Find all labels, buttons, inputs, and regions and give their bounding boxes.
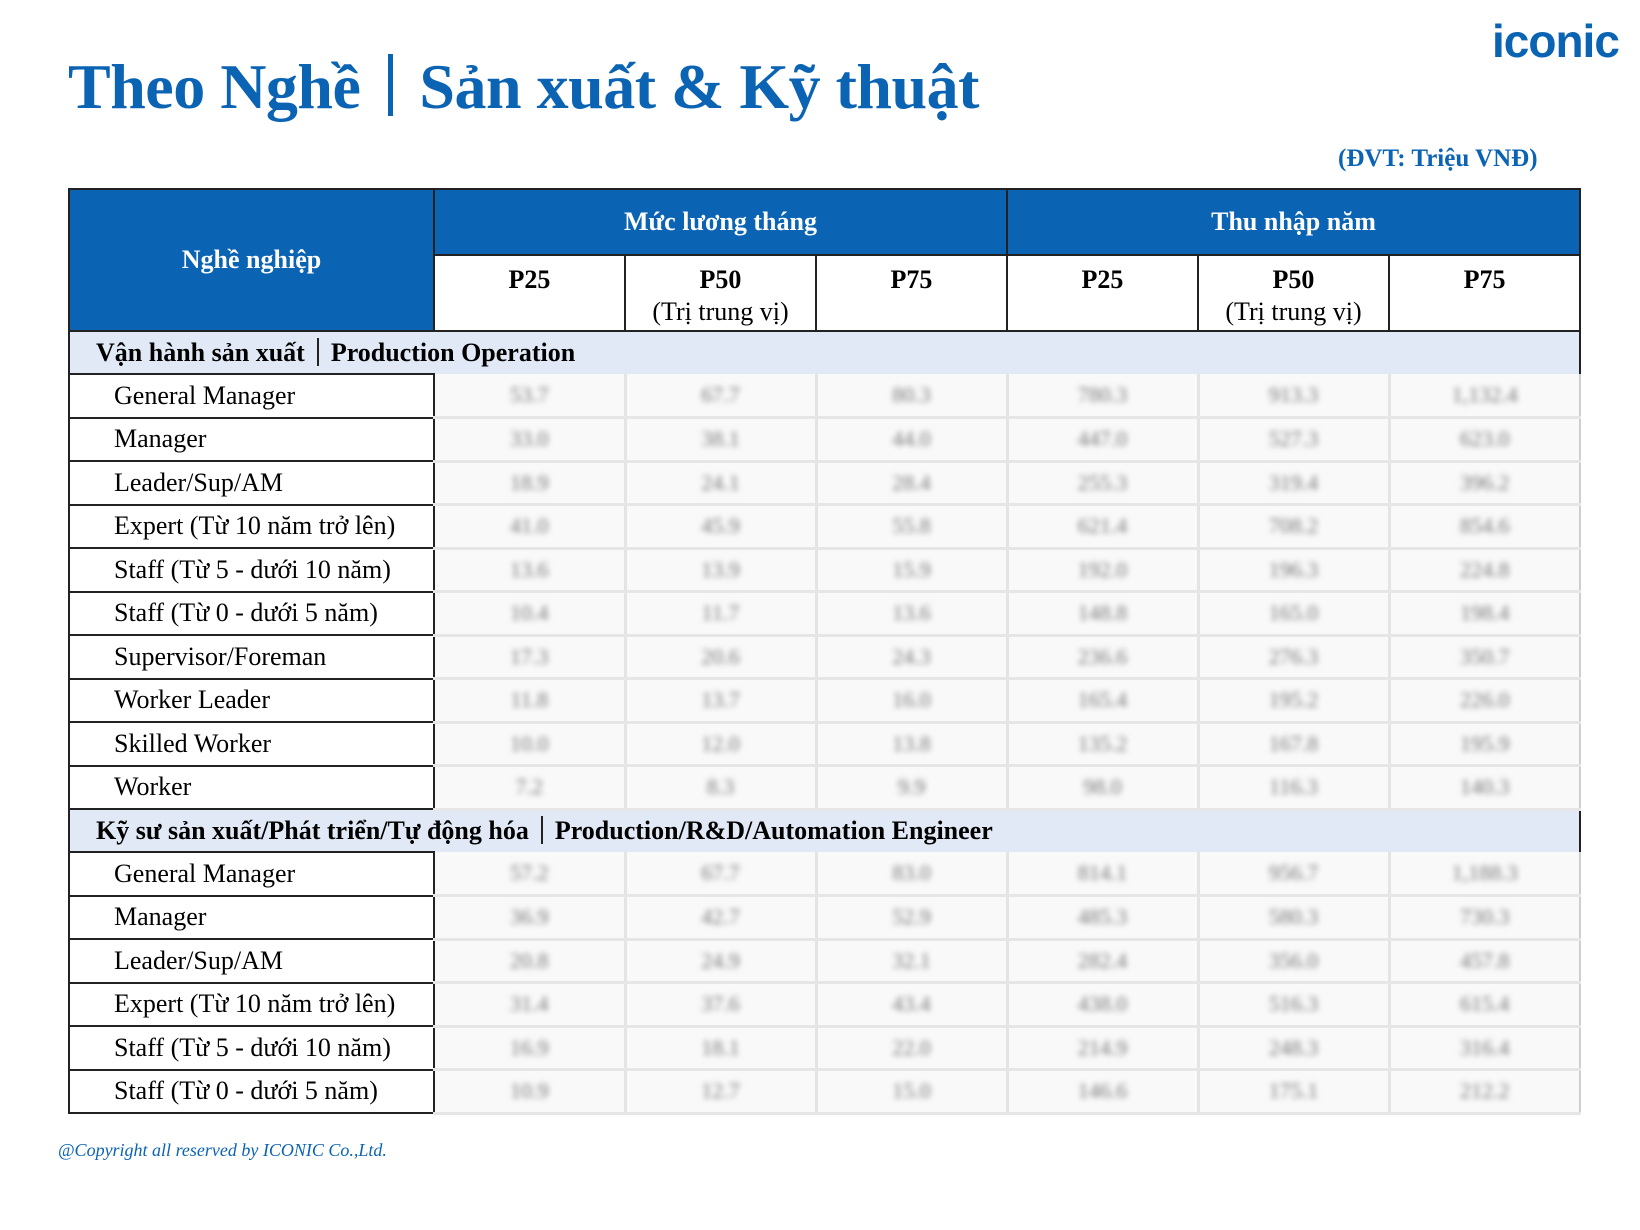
blurred-value-cell bbox=[1198, 592, 1389, 636]
blurred-value-cell bbox=[434, 766, 625, 810]
blurred-value-cell bbox=[1198, 722, 1389, 766]
value-text: 165.0 bbox=[1268, 600, 1319, 626]
blurred-value-cell bbox=[434, 679, 625, 723]
section-header-row bbox=[69, 809, 1580, 852]
value-text: 55.8 bbox=[892, 513, 931, 539]
blurred-value-cell bbox=[1007, 939, 1198, 983]
value-text: 13.9 bbox=[701, 556, 740, 582]
blurred-value-cell bbox=[434, 461, 625, 505]
value-text: 16.0 bbox=[892, 687, 931, 713]
value-text: 165.4 bbox=[1077, 687, 1128, 713]
subheader-annual-p75: P75 bbox=[1389, 255, 1580, 331]
blurred-value-cell bbox=[1389, 679, 1580, 723]
blurred-value-cell bbox=[816, 679, 1007, 723]
table-body bbox=[69, 331, 1580, 1113]
subheader-monthly-p75: P75 bbox=[816, 255, 1007, 331]
value-text: 730.3 bbox=[1460, 904, 1510, 930]
blurred-value-cell bbox=[1198, 983, 1389, 1027]
blurred-value-cell bbox=[434, 852, 625, 896]
value-text: 17.3 bbox=[510, 643, 549, 669]
title-right: Sản xuất & Kỹ thuật bbox=[419, 51, 979, 122]
blurred-value-cell bbox=[1389, 505, 1580, 549]
blurred-value-cell bbox=[1198, 852, 1389, 896]
value-text: 31.4 bbox=[510, 991, 549, 1017]
blurred-value-cell bbox=[1198, 374, 1389, 418]
blurred-value-cell bbox=[1389, 852, 1580, 896]
table-row bbox=[69, 635, 1580, 679]
occupation-name: Staff (Từ 0 - dưới 5 năm) bbox=[69, 1070, 434, 1114]
value-text: 38.1 bbox=[701, 426, 740, 452]
value-text: 12.7 bbox=[701, 1078, 740, 1104]
value-text: 52.9 bbox=[892, 904, 931, 930]
blurred-value-cell bbox=[1389, 1026, 1580, 1070]
value-text: 33.0 bbox=[510, 426, 549, 452]
blurred-value-cell bbox=[1007, 896, 1198, 940]
value-text: 28.4 bbox=[892, 469, 931, 495]
occupation-name: Manager bbox=[69, 896, 434, 940]
value-text: 192.0 bbox=[1077, 556, 1128, 582]
blurred-value-cell bbox=[625, 766, 816, 810]
blurred-value-cell bbox=[1007, 418, 1198, 462]
blurred-value-cell bbox=[1198, 1070, 1389, 1114]
value-text: 67.7 bbox=[701, 382, 740, 407]
section-label-en: Production/R&D/Automation Engineer bbox=[554, 815, 993, 845]
blurred-value-cell bbox=[1007, 1026, 1198, 1070]
blurred-value-cell bbox=[1389, 1070, 1580, 1114]
section-header bbox=[69, 331, 1580, 374]
blurred-value-cell bbox=[1007, 679, 1198, 723]
occupation-name: Manager bbox=[69, 418, 434, 462]
blurred-value-cell bbox=[816, 939, 1007, 983]
value-text: 196.3 bbox=[1268, 556, 1319, 582]
blurred-value-cell bbox=[1007, 374, 1198, 418]
blurred-value-cell bbox=[1007, 592, 1198, 636]
value-text: 41.0 bbox=[510, 513, 549, 539]
value-text: 146.6 bbox=[1077, 1078, 1128, 1104]
value-text: 43.4 bbox=[892, 991, 931, 1017]
blurred-value-cell bbox=[816, 505, 1007, 549]
table-row bbox=[69, 592, 1580, 636]
blurred-value-cell bbox=[1389, 766, 1580, 810]
blurred-value-cell bbox=[1389, 722, 1580, 766]
table-row bbox=[69, 461, 1580, 505]
blurred-value-cell bbox=[1007, 983, 1198, 1027]
value-text: 13.6 bbox=[510, 556, 549, 582]
blurred-value-cell bbox=[1198, 418, 1389, 462]
blurred-value-cell bbox=[434, 592, 625, 636]
blurred-value-cell bbox=[434, 635, 625, 679]
value-text: 67.7 bbox=[701, 860, 740, 885]
value-text: 195.2 bbox=[1268, 687, 1319, 713]
value-text: 148.8 bbox=[1077, 600, 1128, 626]
value-text: 224.8 bbox=[1460, 556, 1510, 582]
section-header bbox=[69, 809, 1580, 852]
subheader-annual-p50: P50 (Trị trung vị) bbox=[1198, 255, 1389, 331]
table-row bbox=[69, 896, 1580, 940]
blurred-value-cell bbox=[1389, 592, 1580, 636]
occupation-name: Worker bbox=[69, 766, 434, 810]
value-text: 175.1 bbox=[1268, 1078, 1319, 1104]
blurred-value-cell bbox=[625, 374, 816, 418]
value-text: 98.0 bbox=[1083, 774, 1122, 800]
value-text: 53.7 bbox=[510, 382, 549, 407]
value-text: 195.9 bbox=[1460, 730, 1510, 756]
blurred-value-cell bbox=[1007, 722, 1198, 766]
unit-label: (ĐVT: Triệu VNĐ) bbox=[1338, 145, 1538, 172]
occupation-name: Leader/Sup/AM bbox=[69, 939, 434, 983]
blurred-value-cell bbox=[1007, 505, 1198, 549]
occupation-name: Worker Leader bbox=[69, 679, 434, 723]
value-text: 11.8 bbox=[510, 687, 549, 713]
table-row bbox=[69, 418, 1580, 462]
value-text: 236.6 bbox=[1077, 643, 1128, 669]
blurred-value-cell bbox=[816, 1026, 1007, 1070]
blurred-value-cell bbox=[816, 548, 1007, 592]
table-row bbox=[69, 766, 1580, 810]
subheader-annual-p25: P25 bbox=[1007, 255, 1198, 331]
blurred-value-cell bbox=[1198, 505, 1389, 549]
section-label-en: Production Operation bbox=[330, 337, 576, 367]
section-label-vi: Kỹ sư sản xuất/Phát triển/Tự động hóa bbox=[96, 815, 529, 845]
value-text: 16.9 bbox=[510, 1034, 549, 1060]
value-text: 10.4 bbox=[510, 600, 549, 626]
value-text: 198.4 bbox=[1460, 600, 1510, 626]
value-text: 316.4 bbox=[1460, 1034, 1510, 1060]
value-text: 396.2 bbox=[1460, 469, 1510, 495]
blurred-value-cell bbox=[1007, 635, 1198, 679]
blurred-value-cell bbox=[625, 635, 816, 679]
blurred-value-cell bbox=[1198, 461, 1389, 505]
table-row bbox=[69, 505, 1580, 549]
page-title bbox=[68, 50, 979, 124]
occupation-name: General Manager bbox=[69, 374, 434, 418]
blurred-value-cell bbox=[816, 1070, 1007, 1114]
value-text: 57.2 bbox=[510, 860, 549, 885]
iconic-logo: iconic bbox=[1492, 15, 1619, 67]
blurred-value-cell bbox=[625, 592, 816, 636]
blurred-value-cell bbox=[816, 766, 1007, 810]
blurred-value-cell bbox=[434, 548, 625, 592]
table-row bbox=[69, 722, 1580, 766]
value-text: 10.9 bbox=[510, 1078, 549, 1104]
value-text: 140.3 bbox=[1460, 774, 1510, 800]
value-text: 18.1 bbox=[701, 1034, 740, 1060]
group-header-monthly: Mức lương tháng bbox=[434, 189, 1007, 255]
blurred-value-cell bbox=[816, 852, 1007, 896]
value-text: 13.6 bbox=[892, 600, 931, 626]
value-text: 212.2 bbox=[1460, 1078, 1510, 1104]
blurred-value-cell bbox=[1198, 939, 1389, 983]
blurred-value-cell bbox=[434, 1070, 625, 1114]
value-text: 167.8 bbox=[1268, 730, 1319, 756]
value-text: 44.0 bbox=[892, 426, 931, 452]
blurred-value-cell bbox=[625, 852, 816, 896]
value-text: 438.0 bbox=[1077, 991, 1128, 1017]
value-text: 24.3 bbox=[892, 643, 931, 669]
value-text: 45.9 bbox=[701, 513, 740, 539]
value-text: 276.3 bbox=[1268, 643, 1319, 669]
value-text: 708.2 bbox=[1268, 513, 1319, 539]
copyright-footer: @Copyright all reserved by ICONIC Co.,Ltd. bbox=[58, 1140, 387, 1160]
value-text: 1,132.4 bbox=[1451, 382, 1518, 407]
occupation-name: Expert (Từ 10 năm trở lên) bbox=[69, 983, 434, 1027]
blurred-value-cell bbox=[816, 896, 1007, 940]
value-text: 814.1 bbox=[1077, 860, 1128, 885]
value-text: 356.0 bbox=[1268, 947, 1319, 973]
blurred-value-cell bbox=[625, 418, 816, 462]
blurred-value-cell bbox=[816, 635, 1007, 679]
blurred-value-cell bbox=[1389, 635, 1580, 679]
table-row bbox=[69, 852, 1580, 896]
occupation-name: General Manager bbox=[69, 852, 434, 896]
value-text: 13.8 bbox=[892, 730, 931, 756]
title-left: Theo Nghề bbox=[68, 51, 361, 122]
value-text: 135.2 bbox=[1077, 730, 1128, 756]
blurred-value-cell bbox=[625, 896, 816, 940]
table-row bbox=[69, 983, 1580, 1027]
blurred-value-cell bbox=[1007, 852, 1198, 896]
value-text: 18.9 bbox=[510, 469, 549, 495]
value-text: 913.3 bbox=[1268, 382, 1319, 407]
blurred-value-cell bbox=[816, 722, 1007, 766]
value-text: 24.9 bbox=[701, 947, 740, 973]
section-separator bbox=[541, 816, 543, 844]
blurred-value-cell bbox=[625, 1070, 816, 1114]
blurred-value-cell bbox=[1198, 548, 1389, 592]
value-text: 22.0 bbox=[892, 1034, 931, 1060]
value-text: 956.7 bbox=[1268, 860, 1319, 885]
value-text: 527.3 bbox=[1268, 426, 1319, 452]
occupation-name: Supervisor/Foreman bbox=[69, 635, 434, 679]
value-text: 248.3 bbox=[1268, 1034, 1319, 1060]
blurred-value-cell bbox=[1198, 896, 1389, 940]
subheader-monthly-p25: P25 bbox=[434, 255, 625, 331]
value-text: 80.3 bbox=[892, 382, 931, 407]
blurred-value-cell bbox=[625, 461, 816, 505]
value-text: 15.9 bbox=[892, 556, 931, 582]
blurred-value-cell bbox=[1198, 635, 1389, 679]
value-text: 7.2 bbox=[515, 774, 543, 800]
blurred-value-cell bbox=[1389, 461, 1580, 505]
occupation-name: Expert (Từ 10 năm trở lên) bbox=[69, 505, 434, 549]
blurred-value-cell bbox=[1198, 766, 1389, 810]
value-text: 12.0 bbox=[701, 730, 740, 756]
occupation-name: Staff (Từ 0 - dưới 5 năm) bbox=[69, 592, 434, 636]
value-text: 350.7 bbox=[1460, 643, 1510, 669]
occupation-name: Staff (Từ 5 - dưới 10 năm) bbox=[69, 1026, 434, 1070]
table-row bbox=[69, 1070, 1580, 1114]
value-text: 10.0 bbox=[510, 730, 549, 756]
table-row bbox=[69, 679, 1580, 723]
value-text: 11.7 bbox=[701, 600, 740, 626]
blurred-value-cell bbox=[1389, 896, 1580, 940]
blurred-value-cell bbox=[625, 983, 816, 1027]
value-text: 13.7 bbox=[701, 687, 740, 713]
occupation-header: Nghề nghiệp bbox=[69, 189, 434, 331]
value-text: 24.1 bbox=[701, 469, 740, 495]
blurred-value-cell bbox=[625, 548, 816, 592]
blurred-value-cell bbox=[625, 722, 816, 766]
blurred-value-cell bbox=[434, 896, 625, 940]
value-text: 32.1 bbox=[892, 947, 931, 973]
section-label-vi: Vận hành sản xuất bbox=[96, 337, 305, 367]
value-text: 282.4 bbox=[1077, 947, 1128, 973]
value-text: 621.4 bbox=[1077, 513, 1128, 539]
occupation-name: Staff (Từ 5 - dưới 10 năm) bbox=[69, 548, 434, 592]
group-header-annual: Thu nhập năm bbox=[1007, 189, 1580, 255]
value-text: 15.0 bbox=[892, 1078, 931, 1104]
blurred-value-cell bbox=[1198, 679, 1389, 723]
salary-table bbox=[68, 188, 1581, 1115]
blurred-value-cell bbox=[434, 374, 625, 418]
table-row bbox=[69, 374, 1580, 418]
value-text: 37.6 bbox=[701, 991, 740, 1017]
blurred-value-cell bbox=[816, 592, 1007, 636]
value-text: 615.4 bbox=[1460, 991, 1510, 1017]
blurred-value-cell bbox=[1007, 548, 1198, 592]
value-text: 457.8 bbox=[1460, 947, 1510, 973]
value-text: 623.0 bbox=[1460, 426, 1510, 452]
value-text: 8.3 bbox=[706, 774, 735, 800]
blurred-value-cell bbox=[625, 939, 816, 983]
blurred-value-cell bbox=[1389, 418, 1580, 462]
blurred-value-cell bbox=[816, 983, 1007, 1027]
blurred-value-cell bbox=[816, 374, 1007, 418]
blurred-value-cell bbox=[1389, 374, 1580, 418]
blurred-value-cell bbox=[434, 939, 625, 983]
blurred-value-cell bbox=[625, 505, 816, 549]
value-text: 116.3 bbox=[1269, 774, 1318, 800]
value-text: 485.3 bbox=[1077, 904, 1128, 930]
occupation-name: Leader/Sup/AM bbox=[69, 461, 434, 505]
table-row bbox=[69, 548, 1580, 592]
blurred-value-cell bbox=[1389, 939, 1580, 983]
value-text: 854.6 bbox=[1460, 513, 1510, 539]
title-separator bbox=[388, 54, 393, 116]
section-header-row bbox=[69, 331, 1580, 374]
blurred-value-cell bbox=[434, 983, 625, 1027]
occupation-name: Skilled Worker bbox=[69, 722, 434, 766]
value-text: 780.3 bbox=[1077, 382, 1128, 407]
value-text: 9.9 bbox=[897, 774, 926, 800]
section-separator bbox=[317, 338, 319, 366]
blurred-value-cell bbox=[1007, 1070, 1198, 1114]
value-text: 580.3 bbox=[1268, 904, 1319, 930]
blurred-value-cell bbox=[1007, 766, 1198, 810]
blurred-value-cell bbox=[434, 722, 625, 766]
blurred-value-cell bbox=[816, 461, 1007, 505]
value-text: 516.3 bbox=[1268, 991, 1319, 1017]
value-text: 20.6 bbox=[701, 643, 740, 669]
value-text: 319.4 bbox=[1268, 469, 1319, 495]
blurred-value-cell bbox=[625, 679, 816, 723]
value-text: 447.0 bbox=[1077, 426, 1128, 452]
value-text: 20.8 bbox=[510, 947, 549, 973]
blurred-value-cell bbox=[434, 505, 625, 549]
value-text: 83.0 bbox=[892, 860, 931, 885]
table-row bbox=[69, 1026, 1580, 1070]
blurred-value-cell bbox=[1389, 983, 1580, 1027]
value-text: 226.0 bbox=[1460, 687, 1510, 713]
subheader-monthly-p50: P50 (Trị trung vị) bbox=[625, 255, 816, 331]
blurred-value-cell bbox=[625, 1026, 816, 1070]
blurred-value-cell bbox=[1007, 461, 1198, 505]
table-row bbox=[69, 939, 1580, 983]
value-text: 1,188.3 bbox=[1451, 860, 1518, 885]
blurred-value-cell bbox=[434, 418, 625, 462]
value-text: 36.9 bbox=[510, 904, 549, 930]
blurred-value-cell bbox=[434, 1026, 625, 1070]
blurred-value-cell bbox=[816, 418, 1007, 462]
value-text: 214.9 bbox=[1077, 1034, 1128, 1060]
blurred-value-cell bbox=[1389, 548, 1580, 592]
value-text: 42.7 bbox=[701, 904, 740, 930]
value-text: 255.3 bbox=[1077, 469, 1128, 495]
blurred-value-cell bbox=[1198, 1026, 1389, 1070]
